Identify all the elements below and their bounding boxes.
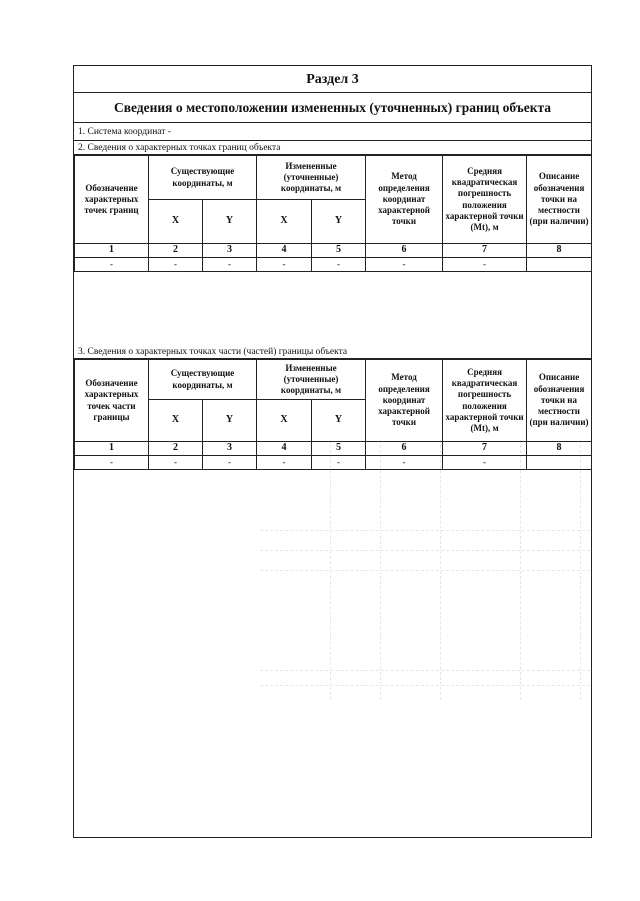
column-number-row xyxy=(75,244,592,258)
table-cell: - xyxy=(312,456,366,470)
col-number: 2 xyxy=(149,244,203,258)
coordinate-system-label: 1. Система координат - xyxy=(74,123,591,141)
table-cell: - xyxy=(75,258,149,272)
existing-y: Y xyxy=(203,400,257,442)
table-cell: - xyxy=(312,258,366,272)
table-row xyxy=(75,258,592,272)
table-cell: - xyxy=(443,456,527,470)
col-method: Метод определения координат характерной точки xyxy=(366,360,443,442)
existing-y: Y xyxy=(203,200,257,244)
bleed-through-shadow xyxy=(260,440,590,700)
col-number: 1 xyxy=(75,442,149,456)
existing-x: X xyxy=(149,400,203,442)
col-number: 8 xyxy=(527,442,592,456)
table-cell: - xyxy=(366,258,443,272)
table-cell: - xyxy=(149,258,203,272)
col-number: 5 xyxy=(312,442,366,456)
col-number: 6 xyxy=(366,244,443,258)
col-designation: Обозначение характерных точек части границы xyxy=(75,360,149,442)
table-cell: - xyxy=(257,258,312,272)
col-method: Метод определения координат характерной точки xyxy=(366,156,443,244)
col-number: 1 xyxy=(75,244,149,258)
col-existing: Существующие координаты, м xyxy=(149,156,257,200)
col-number: 3 xyxy=(203,442,257,456)
col-designation: Обозначение характерных точек границ xyxy=(75,156,149,244)
section-title: Раздел 3 xyxy=(74,66,591,93)
table-cell xyxy=(527,258,592,272)
col-error: Средняя квадратическая погрешность положения характерной точки (Mt), м xyxy=(443,156,527,244)
col-changed: Измененные (уточненные) координаты, м xyxy=(257,156,366,200)
col-number: 4 xyxy=(257,442,312,456)
table-cell: - xyxy=(203,258,257,272)
col-number: 8 xyxy=(527,244,592,258)
col-number: 3 xyxy=(203,244,257,258)
changed-x: X xyxy=(257,400,312,442)
table2-caption: 3. Сведения о характерных точках части (частей) границы объекта xyxy=(74,345,591,359)
table-cell: - xyxy=(366,456,443,470)
col-number: 7 xyxy=(443,244,527,258)
changed-y: Y xyxy=(312,400,366,442)
col-number: 7 xyxy=(443,442,527,456)
col-changed: Измененные (уточненные) координаты, м xyxy=(257,360,366,400)
col-error: Средняя квадратическая погрешность положения характерной точки (Mt), м xyxy=(443,360,527,442)
col-description: Описание обозначения точки на местности (при наличии) xyxy=(527,156,592,244)
table-cell: - xyxy=(257,456,312,470)
table1-caption: 2. Сведения о характерных точках границ объекта xyxy=(74,141,591,155)
col-number: 4 xyxy=(257,244,312,258)
col-existing: Существующие координаты, м xyxy=(149,360,257,400)
table-cell: - xyxy=(75,456,149,470)
boundary-points-table xyxy=(74,155,592,272)
col-number: 5 xyxy=(312,244,366,258)
changed-y: Y xyxy=(312,200,366,244)
col-number: 2 xyxy=(149,442,203,456)
existing-x: X xyxy=(149,200,203,244)
table-cell: - xyxy=(443,258,527,272)
section-subtitle: Сведения о местоположении измененных (уточненных) границ объекта xyxy=(74,93,591,123)
col-number: 6 xyxy=(366,442,443,456)
table-cell: - xyxy=(203,456,257,470)
table-cell: - xyxy=(149,456,203,470)
col-description: Описание обозначения точки на местности (при наличии) xyxy=(527,360,592,442)
changed-x: X xyxy=(257,200,312,244)
